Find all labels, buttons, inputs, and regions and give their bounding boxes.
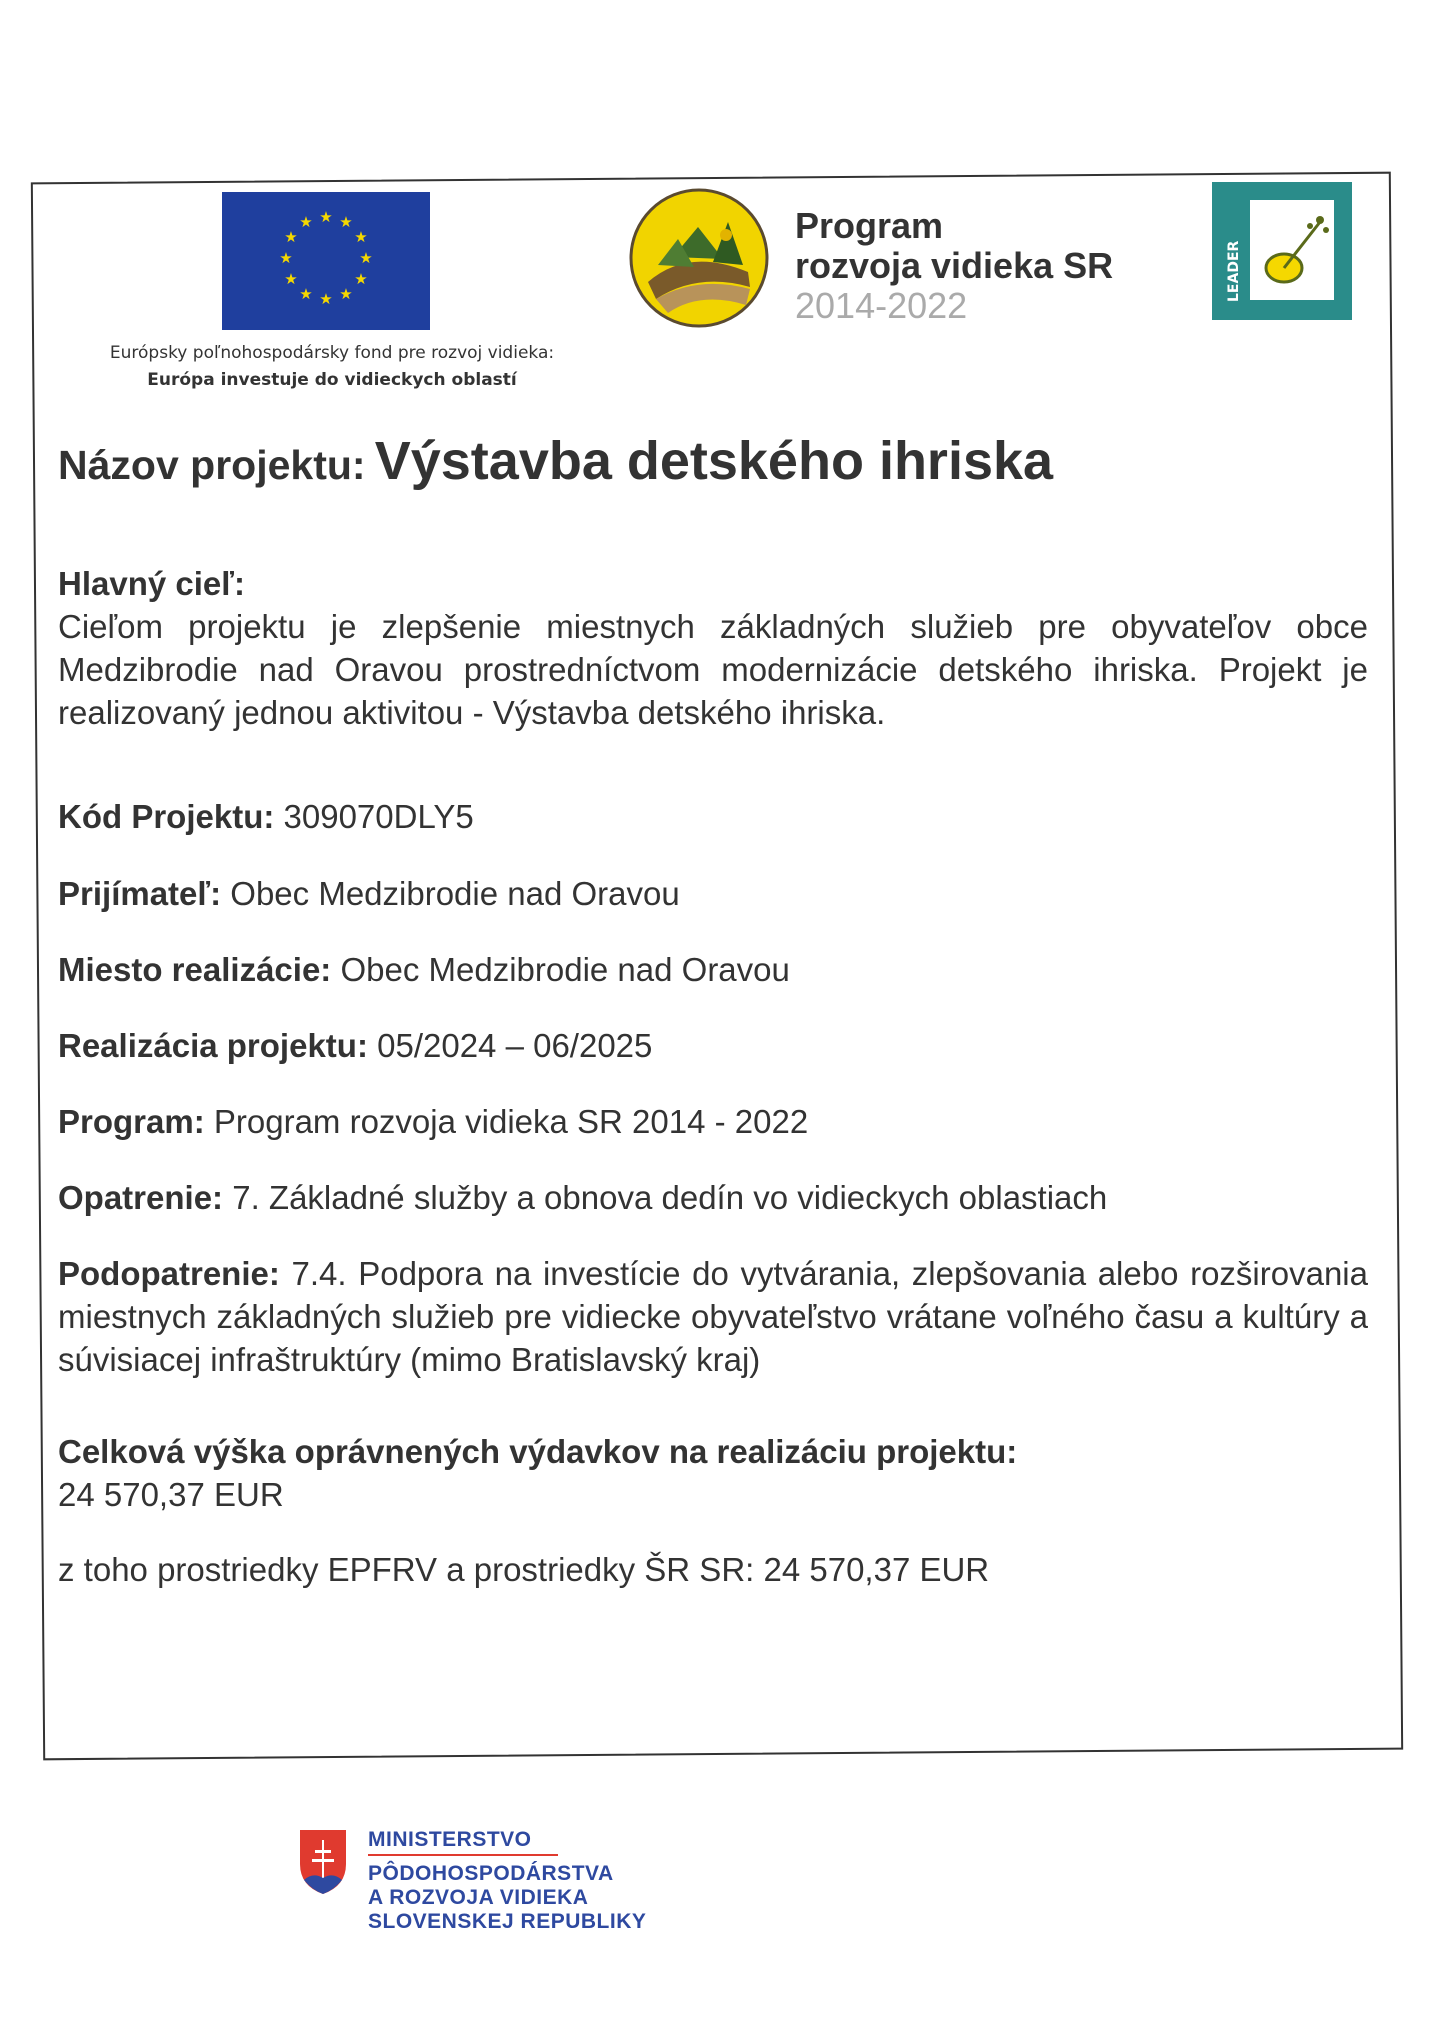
period-value: 05/2024 – 06/2025 [377,1027,653,1064]
recipient-label: Prijímateľ: [58,875,222,912]
svg-text:★: ★ [339,285,353,303]
svg-text:★: ★ [339,213,353,231]
ministry-line2: PÔDOHOSPODÁRSTVA [368,1862,614,1885]
eu-caption-line1: Európsky poľnohospodársky fond pre rozvoj vidieka: [109,343,555,363]
measure-label: Opatrenie: [58,1179,224,1216]
goal-text: Cieľom projektu je zlepšenie miestnych základných služieb pre obyvateľov obce Medzibrodie nad Oravou prostredníctvom modernizácie detského ihriska. Projekt je realizovaný jednou aktivitou - Výstavba detského ihriska. [58,608,1368,731]
svg-text:★: ★ [354,228,368,246]
measure-row [58,1176,1368,1219]
period-label: Realizácia projektu: [58,1027,368,1064]
prv-years: 2014-2022 [795,285,968,326]
total-value: 24 570,37 EUR [58,1476,284,1513]
leader-logo-icon [1212,182,1352,320]
goal-label: Hlavný cieľ: [58,565,245,602]
submeasure-value: 7.4. Podpora na investície do vytvárania, zlepšovania alebo rozširovania miestnych základných služieb pre vidiecke obyvateľstvo vrátane voľného času a kultúry a súvisiacej infraštruktúry (mimo Bratislavský kraj) [58,1255,1368,1378]
ministry-text [368,1828,646,1934]
ministry-rule [368,1854,558,1856]
svg-text:★: ★ [354,270,368,288]
total-label: Celková výška oprávnených výdavkov na realizáciu projektu: [58,1433,1018,1470]
place-value: Obec Medzibrodie nad Oravou [340,951,790,988]
period-row [58,1024,1368,1067]
measure-value: 7. Základné služby a obnova dedín vo vidieckych oblastiach [232,1179,1108,1216]
eu-flag-icon [222,192,430,330]
project-title-value: Výstavba detského ihriska [374,431,1054,491]
prv-line2: rozvoja vidieka SR [795,245,1114,286]
project-title-row [58,431,1368,491]
recipient-row [58,872,1368,915]
svg-text:★: ★ [284,270,298,288]
funding-text: z toho prostriedky EPFRV a prostriedky ŠR SR: 24 570,37 EUR [58,1551,990,1588]
svg-text:★: ★ [359,249,373,267]
program-row [58,1100,1368,1143]
project-title-label: Názov projektu: [58,442,366,488]
svg-text:★: ★ [319,290,333,308]
submeasure-label: Podopatrenie: [58,1255,280,1292]
ministry-line3: A ROZVOJA VIDIEKA [368,1886,589,1909]
ministry-line1: MINISTERSTVO [368,1828,532,1851]
slovak-crest-icon [298,1828,348,1896]
program-label: Program: [58,1103,205,1140]
svg-text:★: ★ [299,285,313,303]
svg-text:★: ★ [284,228,298,246]
svg-text:★: ★ [279,249,293,267]
place-label: Miesto realizácie: [58,951,332,988]
funding-row [58,1548,1368,1591]
total-section [58,1430,1368,1516]
goal-section [58,562,1368,734]
svg-text:★: ★ [299,213,313,231]
recipient-value: Obec Medzibrodie nad Oravou [230,875,680,912]
svg-text:★: ★ [319,208,333,226]
ministry-line4: SLOVENSKEJ REPUBLIKY [368,1910,647,1933]
eu-caption [72,340,592,394]
code-label: Kód Projektu: [58,798,275,835]
place-row [58,948,1368,991]
prv-logo-text [795,206,1113,326]
prv-emblem-icon [628,187,770,329]
code-row [58,795,1368,838]
eu-caption-line2: Európa investuje do vidieckych oblastí [147,370,517,390]
program-value: Program rozvoja vidieka SR 2014 - 2022 [213,1103,809,1140]
submeasure-row [58,1252,1368,1381]
code-value: 309070DLY5 [283,798,474,835]
leader-text: LEADER [1226,240,1242,302]
prv-line1: Program [795,205,944,246]
